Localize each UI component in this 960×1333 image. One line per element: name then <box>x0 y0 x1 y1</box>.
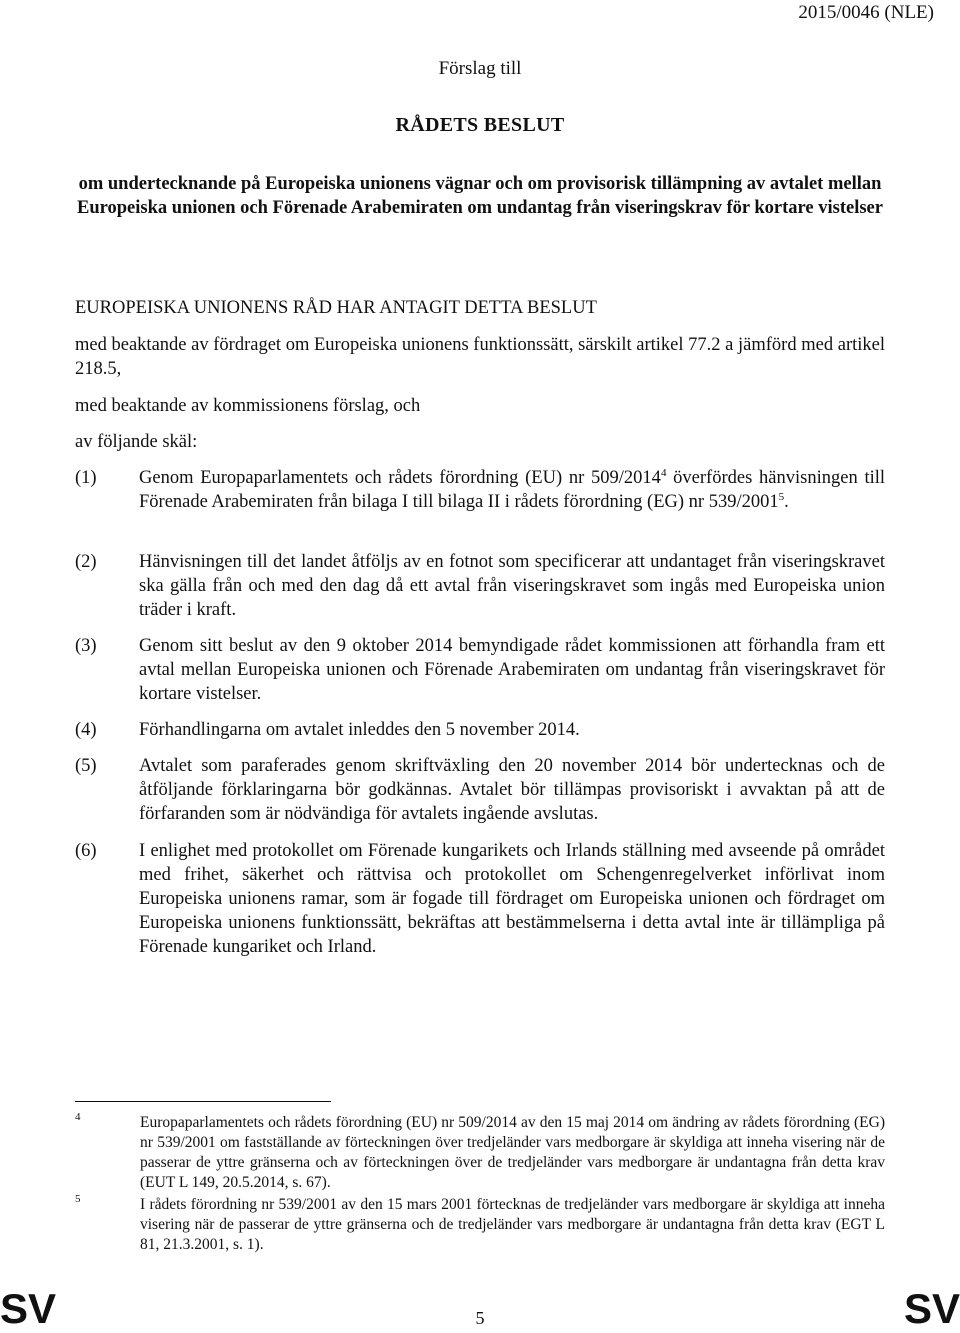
language-code-left: SV <box>0 1285 57 1332</box>
enacting-formula: EUROPEISKA UNIONENS RÅD HAR ANTAGIT DETTA BESLUT <box>75 298 597 318</box>
language-code-right: SV <box>903 1285 960 1332</box>
recital-number: (5) <box>75 756 97 776</box>
recital-number: (2) <box>75 552 97 572</box>
act-type-heading: RÅDETS BESLUT <box>395 114 565 136</box>
recital-text: Avtalet som paraferades genom skriftväxling den 20 november 2014 bör undertecknas och de åtföljande förklaringarna bör godkännas. Avtalet bör tillämpas provisoriskt i avvaktan på att de förfaranden som är nödvändiga för avtalets ingående avslutas. <box>139 756 885 824</box>
footnote-number: 4 <box>75 1111 81 1123</box>
footnote-ref-4[interactable]: 4 <box>660 466 667 479</box>
recital-6 <box>75 839 885 983</box>
recital-2 <box>75 550 885 622</box>
recital-text: Hänvisningen till det landet åtföljs av en fotnot som specificerar att undantaget från viseringskravet ska gälla från och med den dag då ett avtal från viseringskravet som ingås med Europeiska union träder i kraft. <box>139 552 885 620</box>
footnote-separator <box>75 1101 331 1102</box>
footnote-number: 5 <box>75 1193 81 1205</box>
citation-treaty: med beaktande av fördraget om Europeiska unionens funktionssätt, särskilt artikel 77.2 a jämförd med artikel 218.5, <box>75 335 885 379</box>
footnote-text: I rådets förordning nr 539/2001 av den 15 mars 2001 förtecknas de tredjeländer vars medborgare är skyldiga att inneha visering när de passerar de yttre gränserna och de tredjeländer vars medborgare är undantagna från detta krav (EGT L 81, 21.3.2001, s. 1). <box>140 1196 885 1253</box>
recital-number: (1) <box>75 468 97 488</box>
footnote-5 <box>75 1195 885 1255</box>
footnote-ref-5[interactable]: 5 <box>778 490 785 503</box>
page-number: 5 <box>475 1308 485 1328</box>
document-reference: 2015/0046 (NLE) <box>798 2 934 23</box>
recital-3 <box>75 634 885 706</box>
footnote-4 <box>75 1113 885 1193</box>
proposal-label: Förslag till <box>438 58 522 79</box>
recital-text: Genom sitt beslut av den 9 oktober 2014 bemyndigade rådet kommissionen att förhandla fram ett avtal mellan Europeiska unionen och Förenade Arabemiraten om undantag från viseringskravet för kortare vistelser. <box>139 636 885 704</box>
recital-number: (3) <box>75 636 97 656</box>
recital-text: Förhandlingarna om avtalet inleddes den 5 november 2014. <box>139 720 580 740</box>
citation-proposal: med beaktande av kommissionens förslag, och <box>75 396 421 416</box>
decision-subject: om undertecknande på Europeiska unionens vägnar och om provisorisk tillämpning av avtalet mellan Europeiska unionen och Förenade Arabemiraten om undantag från viseringskrav för kortare vistelser <box>77 174 883 218</box>
recital-number: (4) <box>75 720 97 740</box>
footnote-text: Europaparlamentets och rådets förordning (EU) nr 509/2014 av den 15 maj 2014 om ändring av rådets förordning (EG) nr 539/2001 om fastställande av förteckningen över tredjeländer vars medborgare är skyldiga att inneha visering när de passerar de yttre gränserna och av förteckningen över de tredjeländer vars medborgare är undantagna från detta krav (EUT L 149, 20.5.2014, s. 67). <box>140 1114 885 1191</box>
recital-number: (6) <box>75 841 97 861</box>
whereas-intro: av följande skäl: <box>75 432 198 452</box>
recital-5 <box>75 754 885 826</box>
recital-text: I enlighet med protokollet om Förenade kungarikets och Irlands ställning med avseende på området med frihet, säkerhet och rättvisa och protokollet om Schengenregelverket införlivat inom Europeiska unionens ramar, som är fogade till fördraget om Europeiska unionen och fördraget om Europeiska unionens funktionssätt, bekräftas att bestämmelserna i detta avtal inte är tillämpliga på Förenade kungariket och Irland. <box>139 841 885 957</box>
recital-4 <box>75 718 885 742</box>
recital-1 <box>75 466 885 538</box>
recital-text: Genom Europaparlamentets och rådets förordning (EU) nr 509/2014$^4$ överfördes hänvisningen till Förenade Arabemiraten från bilaga I till bilaga II i rådets förordning (EG) nr 539/2001$^5$. <box>139 466 885 512</box>
